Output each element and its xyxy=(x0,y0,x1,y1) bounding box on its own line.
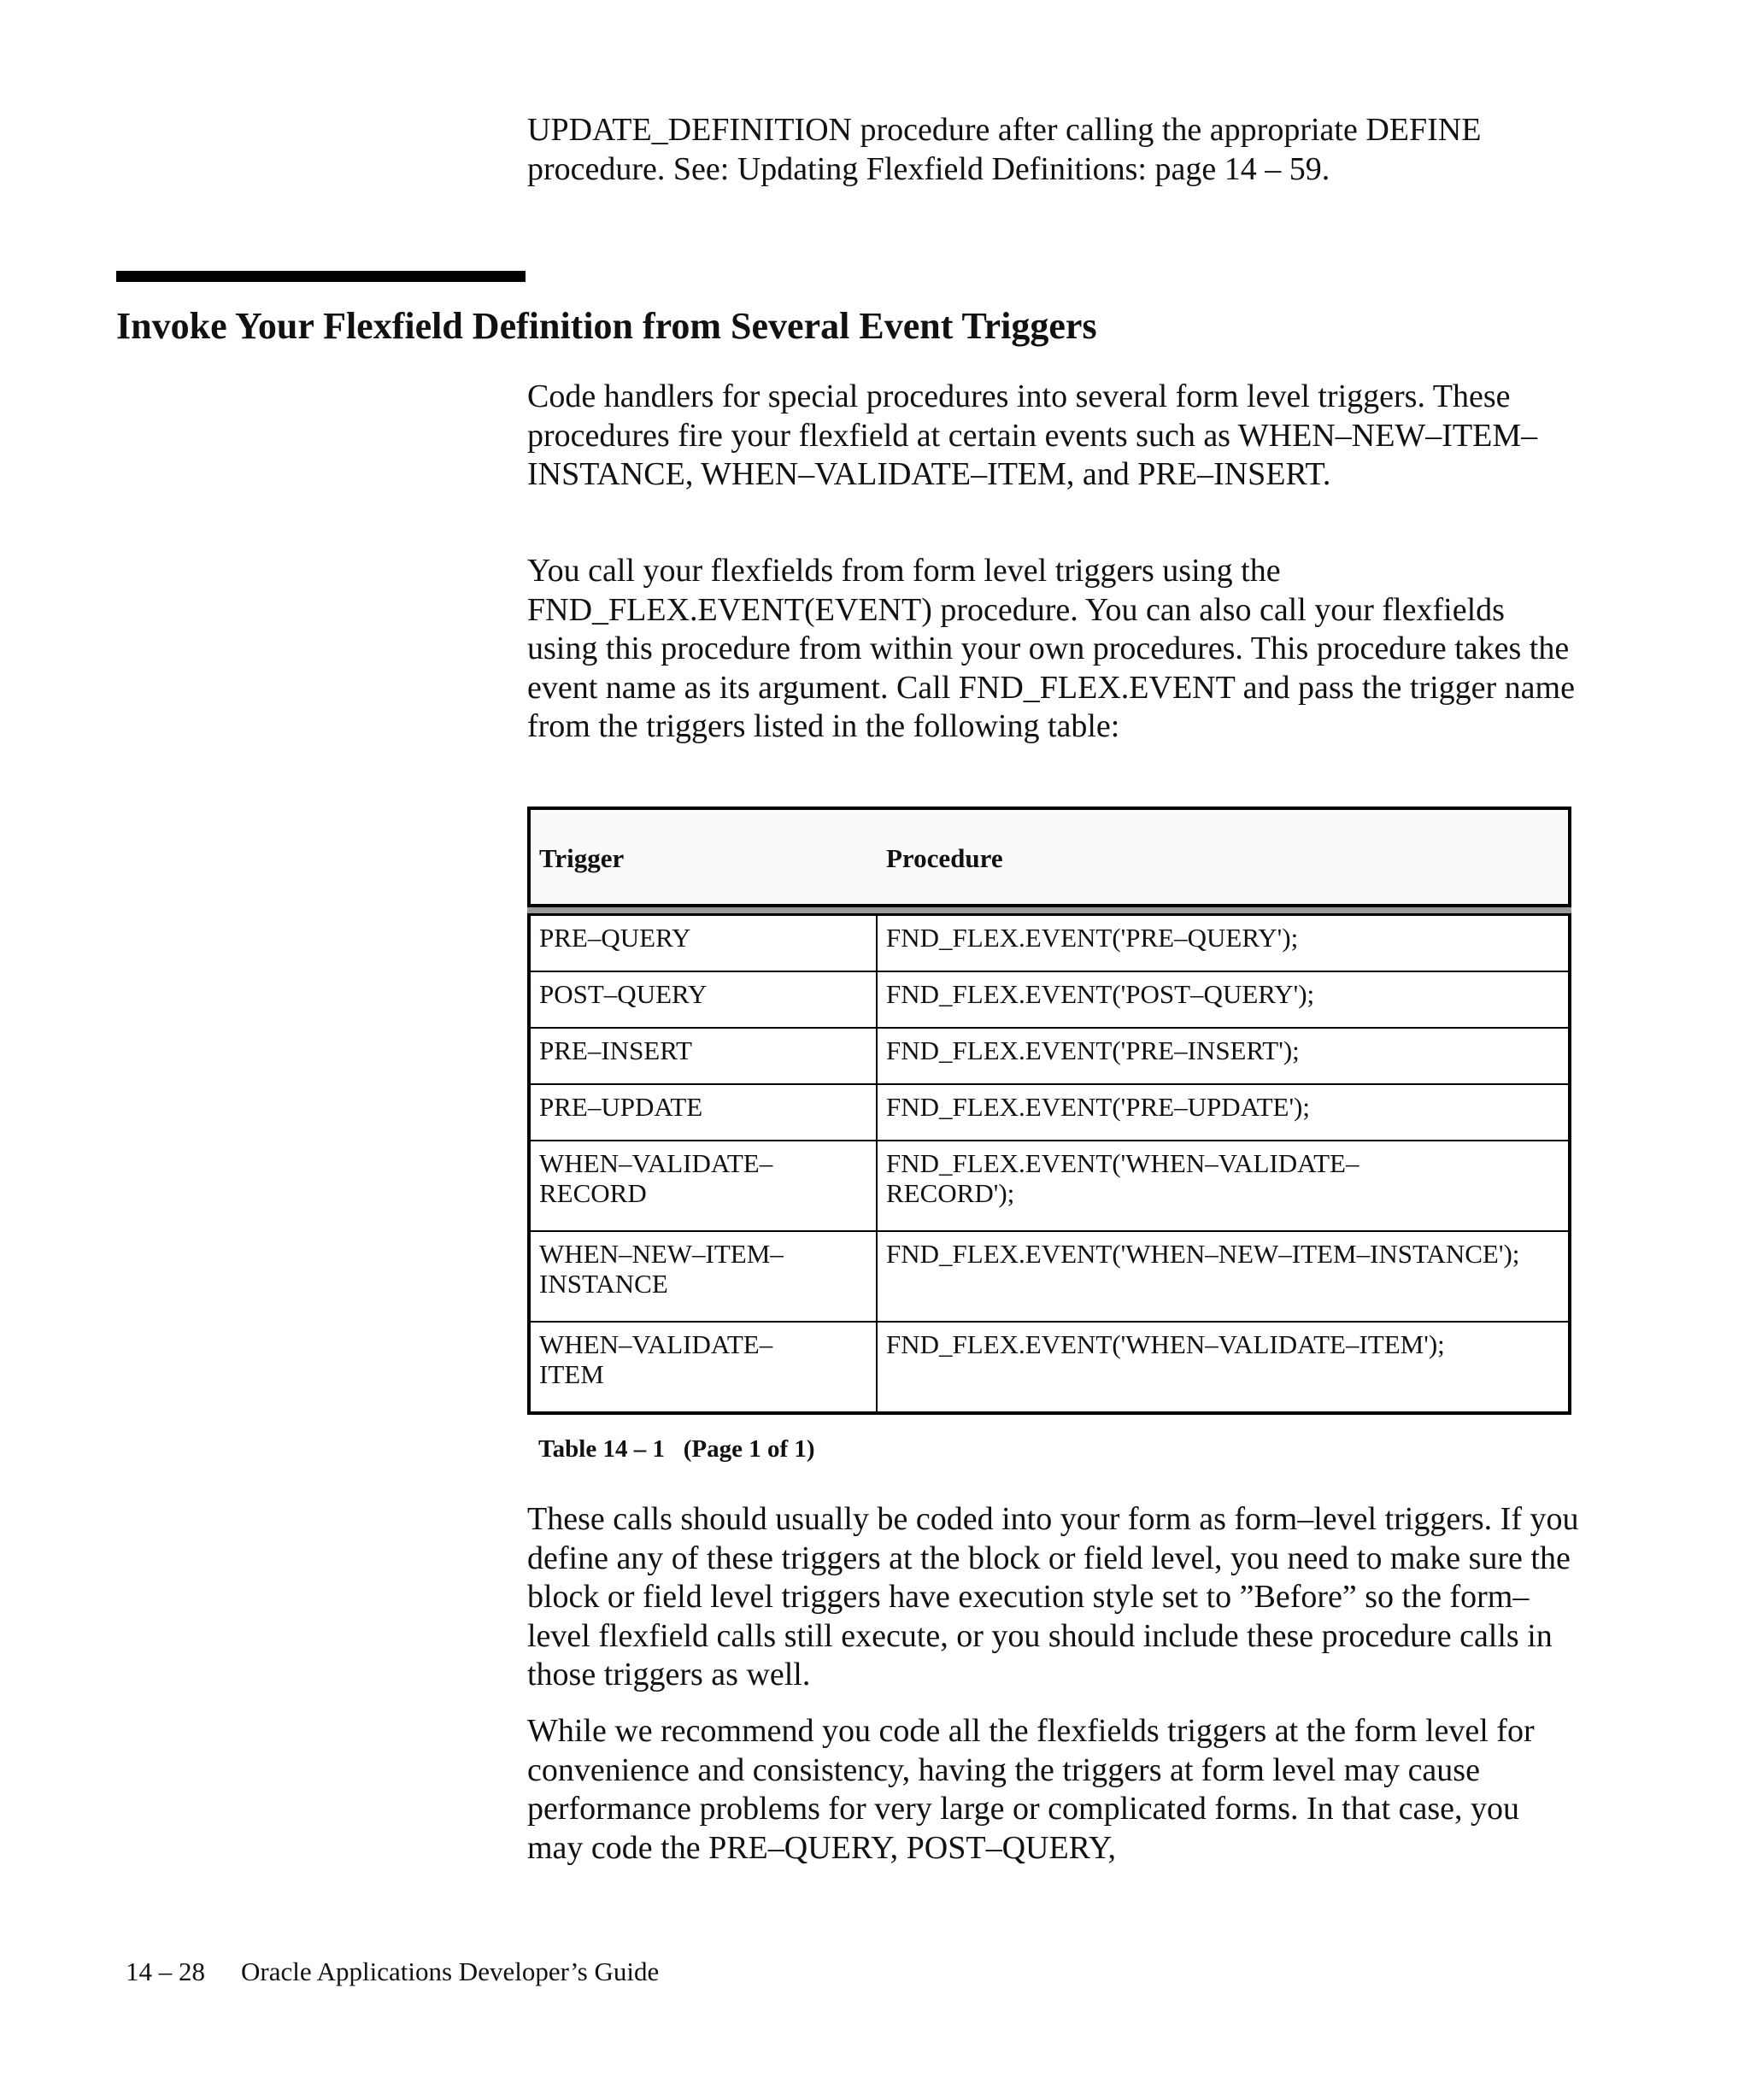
paragraph-form-level: These calls should usually be coded into your form as form–level triggers. If you define any of these triggers at the block or field level, you need to make sure the block or field level triggers have execution style set to ”Before” so the form–level flexfield calls still execute, or you should include these procedure calls in those triggers as well. xyxy=(527,1501,1579,1692)
procedure-cell: FND_FLEX.EVENT('POST–QUERY'); xyxy=(886,979,1315,1009)
trigger-cell: WHEN–NEW–ITEM– INSTANCE xyxy=(531,1232,878,1321)
table-row xyxy=(531,1027,1568,1083)
footer-page-number: 14 – 28 xyxy=(126,1956,205,1986)
table-row xyxy=(531,971,1568,1027)
table-body xyxy=(527,913,1571,1415)
trigger-cell: POST–QUERY xyxy=(531,972,878,1027)
section-rule xyxy=(116,271,526,282)
procedure-cell: FND_FLEX.EVENT('PRE–UPDATE'); xyxy=(886,1092,1310,1122)
page-footer xyxy=(126,1956,659,1987)
procedure-cell: FND_FLEX.EVENT('WHEN–VALIDATE–ITEM'); xyxy=(886,1329,1445,1359)
table-header xyxy=(527,807,1571,907)
table-row xyxy=(531,1140,1568,1230)
paragraph-call-flexfields: You call your flexfields from form level triggers using the FND_FLEX.EVENT(EVENT) procedure. You can also call your flexfields using this procedure from within your own procedures. This procedure takes the event name as its argument. Call FND_FLEX.EVENT and pass the trigger name from the triggers listed in the following table: xyxy=(527,553,1575,744)
intro-paragraph: UPDATE_DEFINITION procedure after calling the appropriate DEFINE procedure. See: Updating Flexfield Definitions: page 14 – 59. xyxy=(527,112,1482,187)
procedure-cell: FND_FLEX.EVENT('PRE–INSERT'); xyxy=(886,1035,1300,1065)
header-shadow xyxy=(527,907,1571,913)
trigger-cell: WHEN–VALIDATE– RECORD xyxy=(531,1141,878,1230)
table-row xyxy=(531,1230,1568,1321)
table-row xyxy=(531,916,1568,971)
trigger-cell: WHEN–VALIDATE– ITEM xyxy=(531,1323,878,1411)
trigger-table xyxy=(527,807,1571,1415)
paragraph-code-handlers: Code handlers for special procedures into several form level triggers. These procedures fire your flexfield at certain events such as WHEN–NEW–ITEM–INSTANCE, WHEN–VALIDATE–ITEM, and PRE–INSERT. xyxy=(527,378,1538,492)
table-row xyxy=(531,1321,1568,1411)
procedure-cell: FND_FLEX.EVENT('WHEN–VALIDATE– RECORD'); xyxy=(886,1148,1359,1208)
footer-title: Oracle Applications Developer’s Guide xyxy=(241,1956,660,1986)
table-row xyxy=(531,1083,1568,1140)
table-caption: Table 14 – 1 (Page 1 of 1) xyxy=(538,1435,815,1463)
trigger-cell: PRE–UPDATE xyxy=(531,1085,878,1140)
procedure-cell: FND_FLEX.EVENT('PRE–QUERY'); xyxy=(886,923,1299,953)
paragraph-recommendation: While we recommend you code all the flexfields triggers at the form level for convenience and consistency, having the triggers at form level may cause performance problems for very large or complicated forms. In that case, you may code the PRE–QUERY, POST–QUERY, xyxy=(527,1713,1535,1866)
trigger-cell: PRE–INSERT xyxy=(531,1029,878,1083)
trigger-cell: PRE–QUERY xyxy=(531,916,878,971)
section-heading: Invoke Your Flexfield Definition from Several Event Triggers xyxy=(116,305,1097,347)
header-procedure: Procedure xyxy=(886,843,1003,873)
header-trigger: Trigger xyxy=(539,843,625,873)
procedure-cell: FND_FLEX.EVENT('WHEN–NEW–ITEM–INSTANCE'); xyxy=(886,1239,1520,1269)
